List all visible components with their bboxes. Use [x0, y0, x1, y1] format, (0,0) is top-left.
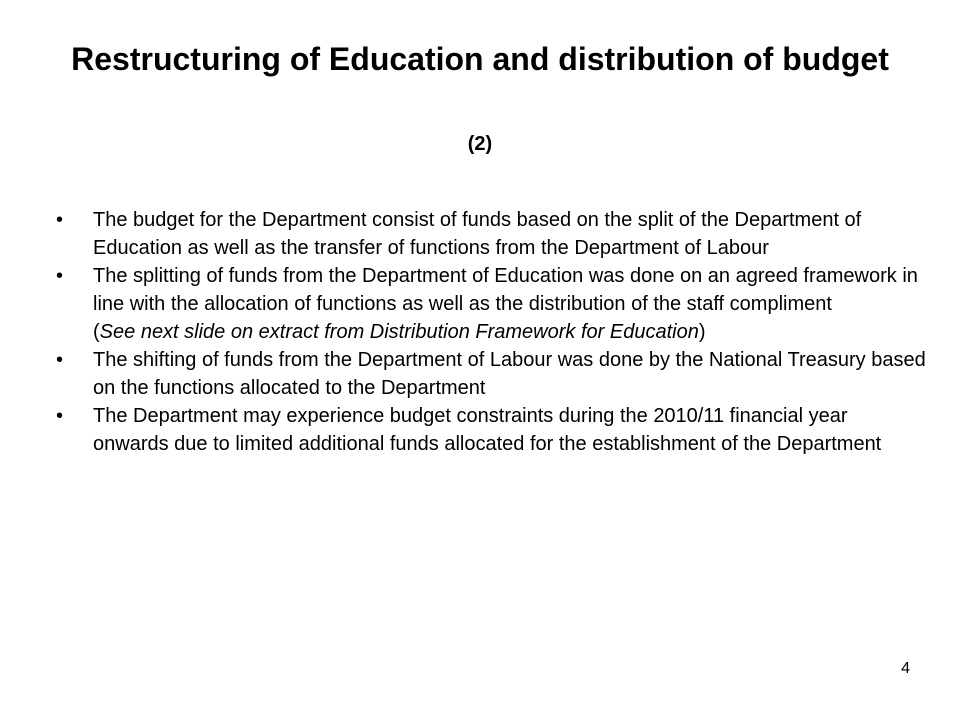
note-close-paren: ) [698, 321, 706, 343]
slide-subtitle: (2) [467, 133, 493, 155]
bullet-text-block [93, 265, 926, 346]
bullet-note [93, 318, 926, 346]
note-text: See next slide on extract from Distribution Framework for Education [99, 321, 699, 343]
bullet-item [56, 206, 926, 262]
bullet-item [56, 262, 926, 346]
note-open-paren: ( [93, 321, 100, 343]
bullet-icon: • [56, 265, 64, 287]
bullet-text: The splitting of funds from the Department of Education was done on an agreed framework in line with the allocation of functions as well as the distribution of the staff compliment [93, 265, 918, 315]
bullet-icon: • [56, 349, 64, 371]
bullet-text: The shifting of funds from the Department of Labour was done by the National Treasury based on the functions allocated to the Department [93, 349, 926, 399]
bullet-item [56, 346, 926, 402]
bullet-icon: • [56, 405, 64, 427]
slide-title: Restructuring of Education and distribution of budget [71, 41, 889, 77]
bullet-list [56, 206, 926, 458]
bullet-text: The Department may experience budget constraints during the 2010/11 financial year onwards due to limited additional funds allocated for the establishment of the Department [93, 405, 882, 455]
bullet-item [56, 402, 926, 458]
bullet-icon: • [56, 209, 64, 231]
bullet-text: The budget for the Department consist of funds based on the split of the Department of Education as well as the transfer of functions from the Department of Labour [93, 209, 862, 259]
page-number: 4 [901, 660, 910, 677]
